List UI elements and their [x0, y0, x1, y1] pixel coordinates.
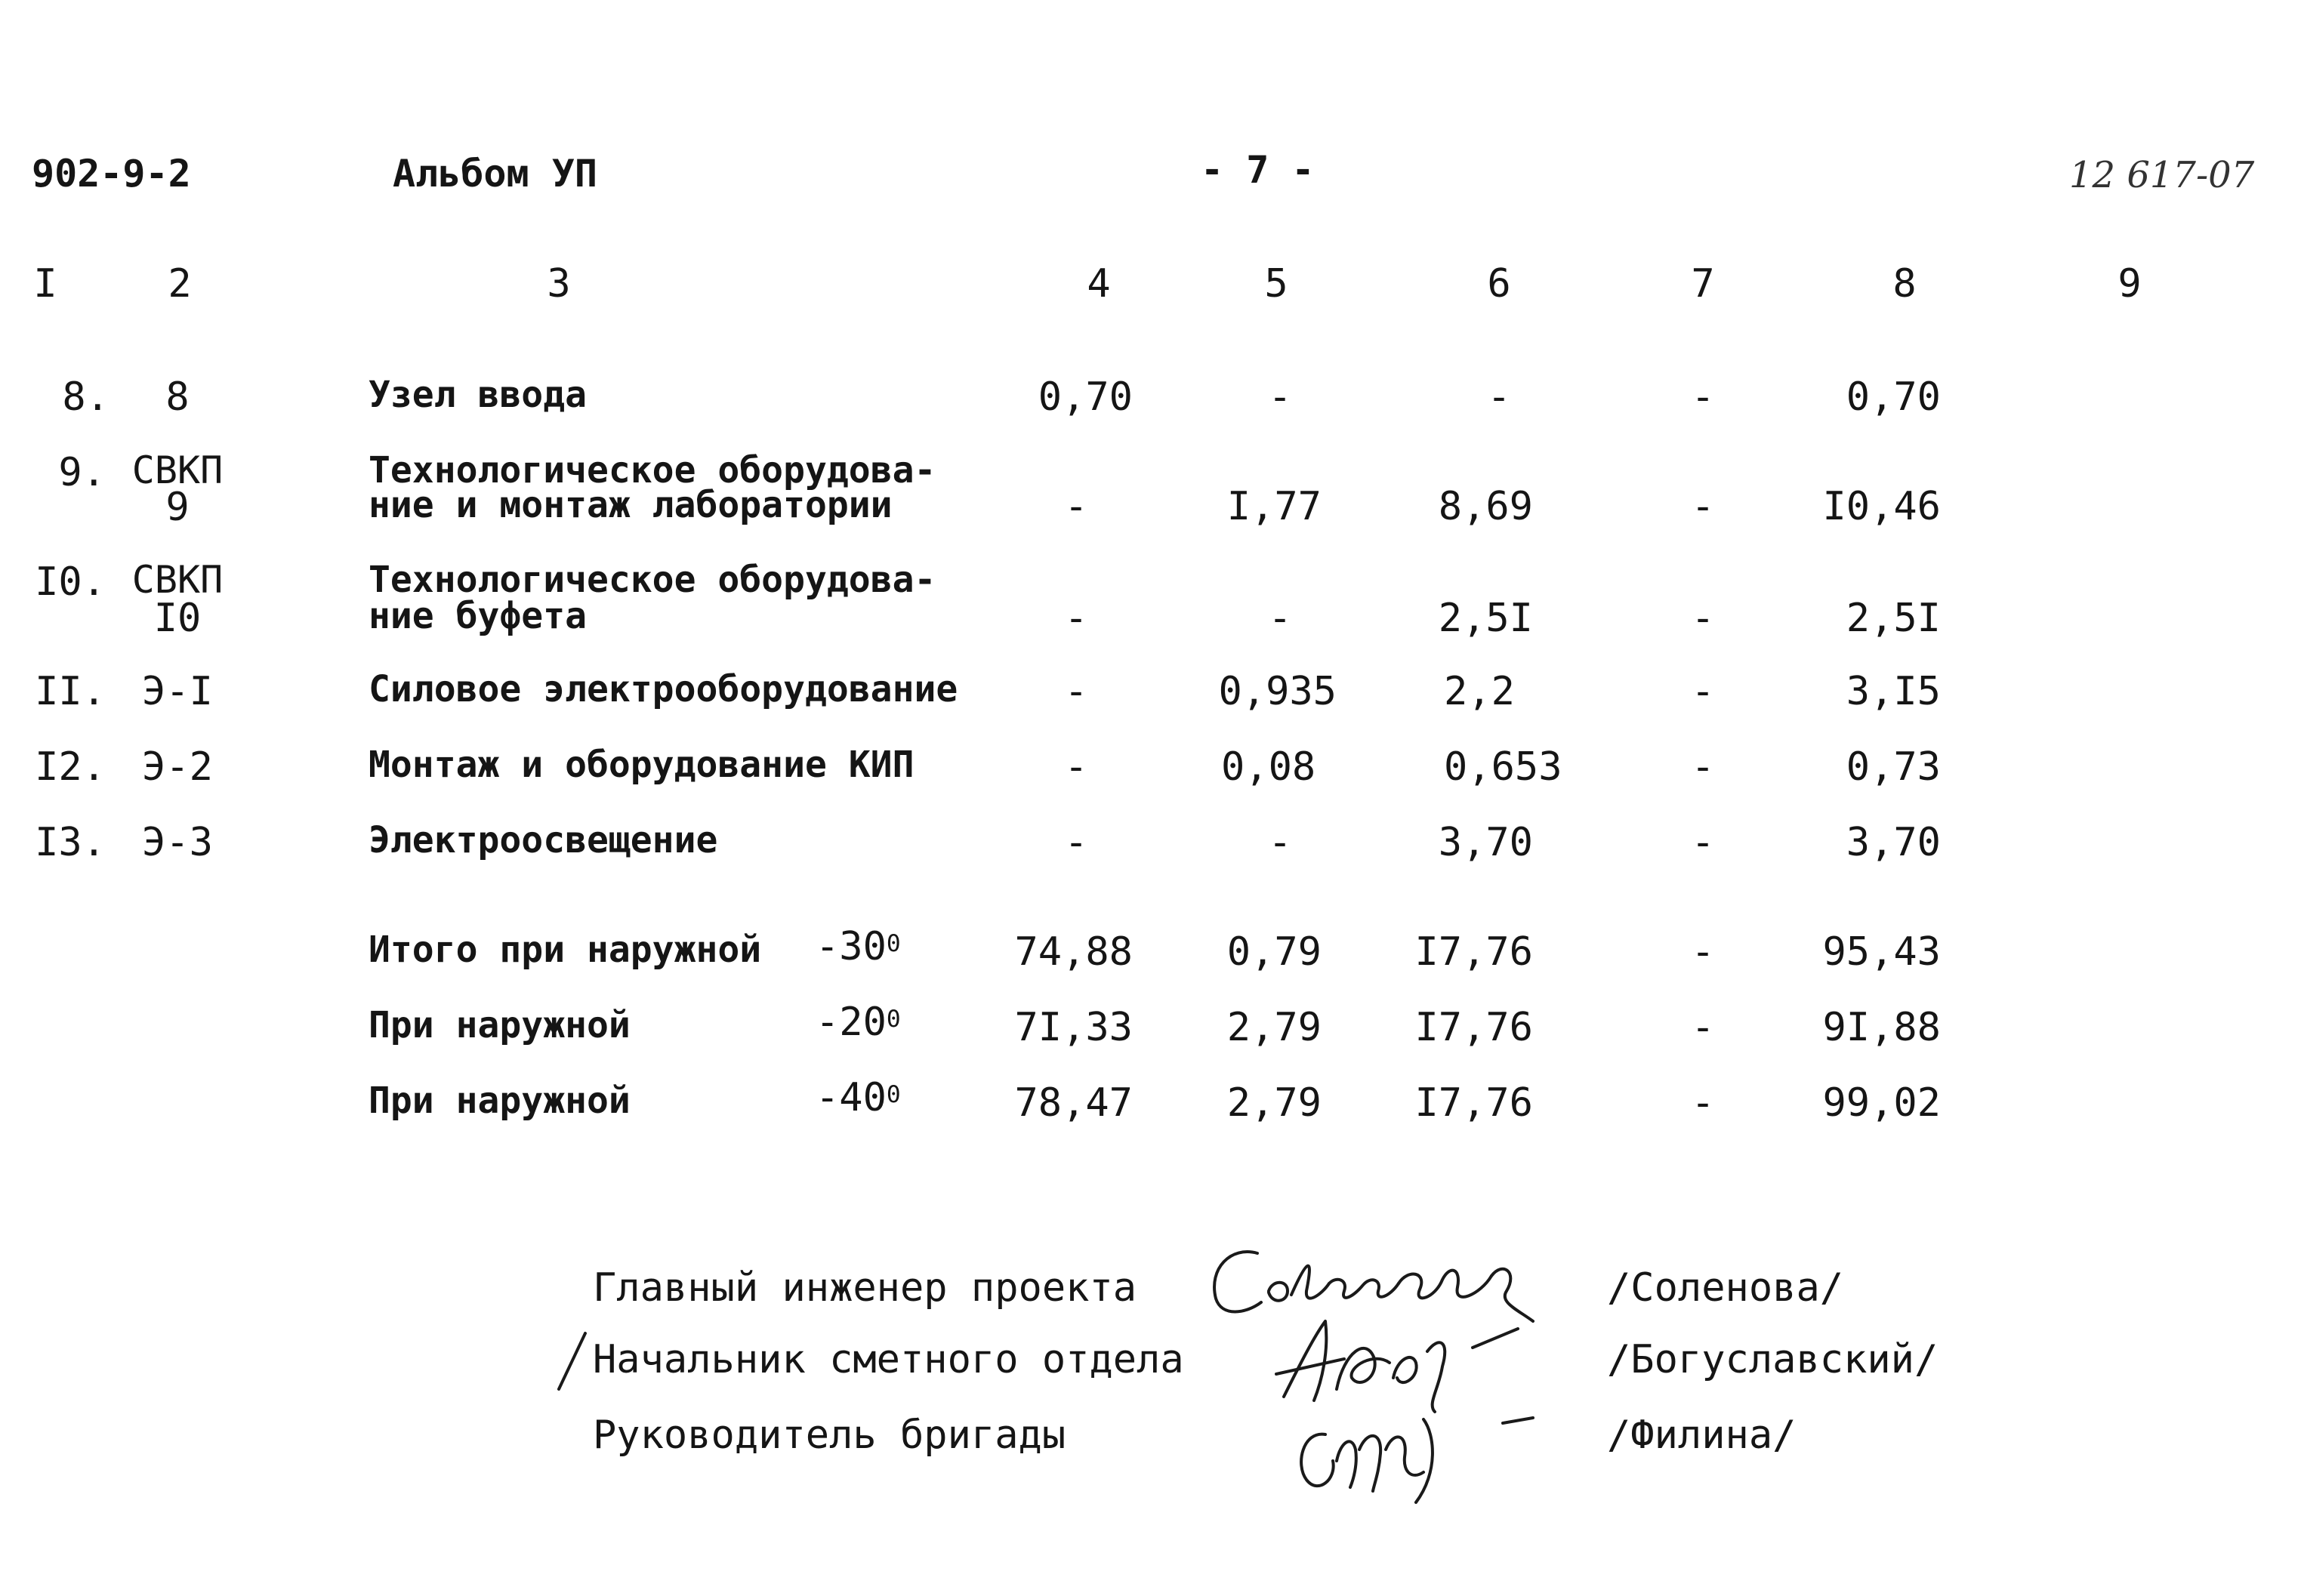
- total-temperature: $-20^0$: [816, 1000, 901, 1045]
- cell-col6: 2,5I: [1438, 596, 1533, 641]
- row-description: Силовое электрооборудование: [369, 668, 958, 710]
- row-ref: СВКП: [131, 558, 224, 602]
- row-number: I2.: [35, 744, 106, 790]
- handwritten-number: 12 617-07: [2069, 154, 2255, 196]
- cell-col8: 3,70: [1846, 820, 1941, 865]
- handwritten-signature: [1284, 1389, 1541, 1510]
- cell-col8: 99,02: [1822, 1080, 1941, 1126]
- column-number: 7: [1691, 261, 1715, 307]
- column-number: 4: [1087, 261, 1111, 307]
- cell-col5: 0,08: [1221, 744, 1316, 790]
- cell-col4: -: [1064, 820, 1088, 865]
- row-ref: Э-2: [142, 744, 213, 790]
- row-number: I3.: [35, 820, 106, 865]
- total-temperature: $-40^0$: [816, 1075, 901, 1120]
- column-number: 6: [1487, 261, 1511, 307]
- row-ref: 8: [165, 374, 190, 420]
- cell-col4: 7I,33: [1014, 1005, 1133, 1050]
- cell-col6: I7,76: [1414, 1080, 1533, 1126]
- signature-title: Главный инженер проекта: [593, 1265, 1137, 1311]
- column-number: 5: [1264, 261, 1288, 307]
- row-description: Технологическое оборудова-: [369, 559, 936, 601]
- cell-col8: 0,70: [1846, 374, 1941, 420]
- row-description: Узел ввода: [369, 374, 587, 416]
- cell-col6: -: [1487, 374, 1511, 420]
- cell-col5: 0,79: [1226, 929, 1322, 975]
- cell-col7: -: [1691, 374, 1715, 420]
- row-number: II.: [35, 669, 106, 714]
- cell-col7: -: [1691, 596, 1715, 641]
- signature-name: /Соленова/: [1607, 1265, 1844, 1311]
- cell-col5: 2,79: [1226, 1005, 1322, 1050]
- row-description: Монтаж и оборудование КИП: [369, 744, 915, 786]
- cell-col7: -: [1691, 929, 1715, 975]
- row-description: Технологическое оборудова-: [369, 449, 936, 491]
- document-code: 902-9-2: [32, 152, 191, 196]
- cell-col6: I7,76: [1414, 1005, 1533, 1050]
- cell-col6: 0,653: [1444, 744, 1562, 790]
- cell-col5: I,77: [1226, 484, 1322, 529]
- signature-name: /Филина/: [1607, 1413, 1797, 1458]
- total-label: При наружной: [369, 1004, 631, 1046]
- cell-col4: -: [1064, 744, 1088, 790]
- column-number: 8: [1892, 261, 1917, 307]
- row-ref: Э-3: [142, 820, 213, 865]
- row-ref: I0: [153, 596, 202, 641]
- cell-col5: 2,79: [1226, 1080, 1322, 1126]
- cell-col7: -: [1691, 484, 1715, 529]
- cell-col7: -: [1691, 1080, 1715, 1126]
- signature-title: Начальник сметного отдела: [593, 1337, 1184, 1382]
- cell-col8: 0,73: [1846, 744, 1941, 790]
- cell-col4: -: [1064, 484, 1088, 529]
- cell-col6: 8,69: [1438, 484, 1533, 529]
- cell-col8: 95,43: [1822, 929, 1941, 975]
- cell-col7: -: [1691, 820, 1715, 865]
- signature-name: /Богуславский/: [1607, 1337, 1939, 1382]
- row-number: 9.: [58, 450, 106, 495]
- column-number: 9: [2117, 261, 2142, 307]
- row-ref: СВКП: [131, 448, 224, 492]
- cell-col6: I7,76: [1414, 929, 1533, 975]
- page-number: - 7 -: [1201, 148, 1315, 192]
- cell-col7: -: [1691, 744, 1715, 790]
- column-number: I: [33, 261, 57, 307]
- cell-col8: 3,I5: [1846, 669, 1941, 714]
- cell-col5: -: [1268, 596, 1292, 641]
- cell-col7: -: [1691, 669, 1715, 714]
- row-number: 8.: [62, 374, 109, 420]
- cell-col4: 0,70: [1038, 374, 1133, 420]
- row-number: I0.: [35, 559, 106, 605]
- album-title: Альбом УП: [393, 152, 597, 196]
- cell-col8: 2,5I: [1846, 596, 1941, 641]
- total-temperature: $-30^0$: [816, 924, 901, 969]
- cell-col5: -: [1268, 374, 1292, 420]
- cell-col8: I0,46: [1822, 484, 1941, 529]
- cell-col4: 74,88: [1014, 929, 1133, 975]
- row-ref: Э-I: [142, 669, 213, 714]
- cell-col4: 78,47: [1014, 1080, 1133, 1126]
- column-number: 3: [547, 261, 571, 307]
- cell-col5: 0,935: [1218, 669, 1337, 714]
- cell-col6: 3,70: [1438, 820, 1533, 865]
- cell-col5: -: [1268, 820, 1292, 865]
- cell-col7: -: [1691, 1005, 1715, 1050]
- cell-col8: 9I,88: [1822, 1005, 1941, 1050]
- column-number: 2: [168, 261, 192, 307]
- signature-title: Руководитель бригады: [593, 1413, 1066, 1458]
- cell-col6: 2,2: [1444, 669, 1515, 714]
- cell-col4: -: [1064, 596, 1088, 641]
- handwritten-slash-mark: [551, 1329, 597, 1397]
- row-description: ние и монтаж лаборатории: [369, 484, 893, 526]
- row-ref: 9: [165, 485, 190, 530]
- row-description: Электроосвещение: [369, 819, 718, 861]
- cell-col4: -: [1064, 669, 1088, 714]
- total-label: При наружной: [369, 1080, 631, 1122]
- total-label: Итого при наружной: [369, 929, 762, 971]
- row-description: ние буфета: [369, 595, 587, 637]
